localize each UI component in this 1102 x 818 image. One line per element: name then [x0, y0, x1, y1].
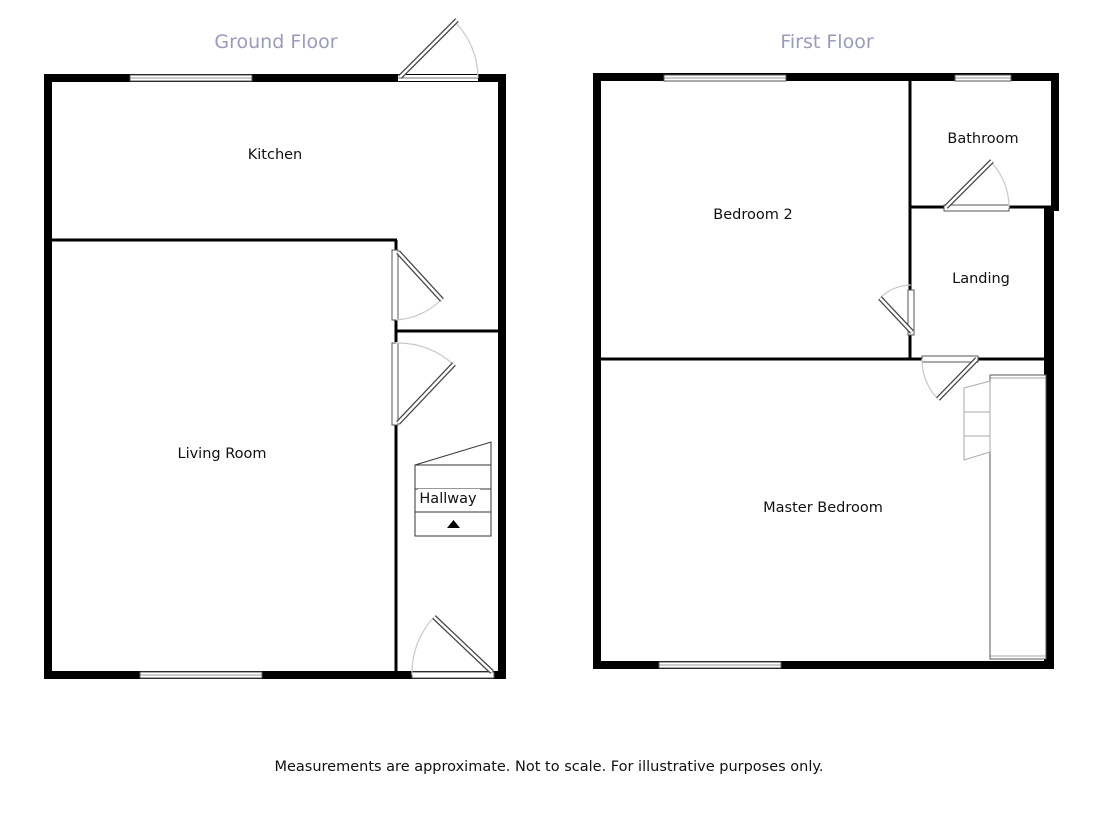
living-room-door	[392, 343, 455, 425]
ground-floor-title: Ground Floor	[214, 31, 338, 53]
master-bedroom-window	[659, 662, 781, 668]
room-label-hallway: Hallway	[419, 491, 477, 507]
room-label-kitchen: Kitchen	[247, 147, 303, 163]
ground-floor	[44, 20, 506, 679]
room-label-bathroom: Bathroom	[947, 131, 1019, 147]
room-label-bedroom-2: Bedroom 2	[713, 207, 793, 223]
living-room-window	[140, 672, 262, 678]
bathroom-door	[944, 161, 1009, 211]
room-label-master-bedroom: Master Bedroom	[763, 500, 883, 516]
bedroom2-window	[664, 75, 786, 81]
first-floor-staircase	[964, 381, 990, 460]
front-door	[412, 617, 494, 678]
ground-floor-outer-walls	[44, 74, 506, 679]
bedroom2-door	[880, 285, 914, 335]
first-floor-internal-walls	[599, 79, 1052, 360]
first-floor-title: First Floor	[780, 31, 874, 53]
kitchen-door	[392, 250, 442, 320]
kitchen-window	[130, 75, 252, 81]
bathroom-window	[955, 75, 1011, 81]
wardrobe	[990, 375, 1046, 659]
room-label-landing: Landing	[952, 271, 1010, 287]
ground-floor-internal-walls	[50, 240, 500, 672]
room-label-living-room: Living Room	[177, 446, 267, 462]
disclaimer-text: Measurements are approximate. Not to scale. For illustrative purposes only.	[274, 759, 824, 775]
first-floor	[593, 31, 1059, 669]
master-bedroom-door	[922, 356, 978, 399]
kitchen-back-door	[398, 20, 478, 81]
